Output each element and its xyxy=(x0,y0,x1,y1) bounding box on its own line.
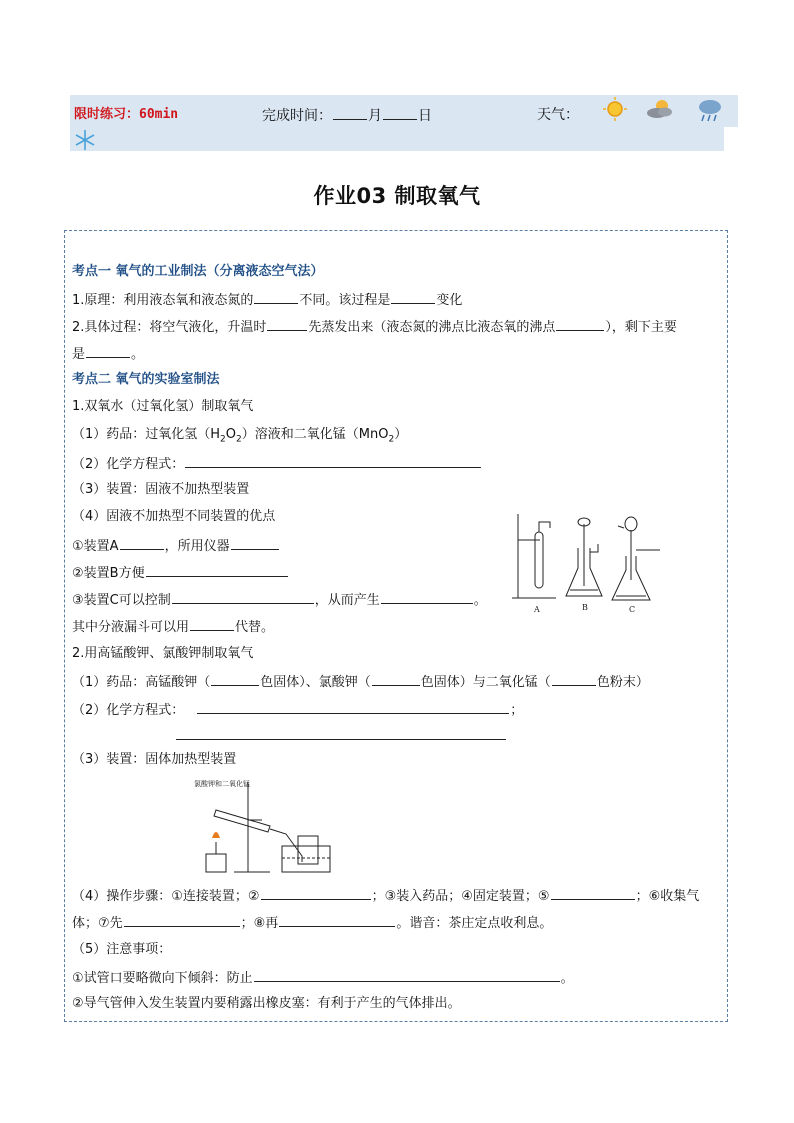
text: ③装置C可以控制 xyxy=(72,593,171,608)
text: 2.具体过程：将空气液化，升温时 xyxy=(72,320,267,335)
text: ，所用仪器 xyxy=(164,539,230,554)
text: 不同。该过程是 xyxy=(299,293,391,308)
blank[interactable] xyxy=(381,590,473,604)
text: ） xyxy=(394,427,408,442)
s2-a2 xyxy=(72,426,407,449)
text: ）溶液和二氧化锰（MnO xyxy=(241,427,389,442)
text: 是 xyxy=(72,347,86,362)
rain-icon[interactable] xyxy=(697,97,723,123)
text: O xyxy=(225,427,237,442)
s2-a7 xyxy=(72,563,289,583)
equation-blank-1[interactable] xyxy=(197,700,509,714)
apparatus-abc-figure xyxy=(510,510,670,618)
s2-a4: （3）装置：固液不加热型装置 xyxy=(72,482,250,497)
text: 先蒸发出来（液态氮的沸点比液态氧的沸点 xyxy=(308,320,556,335)
text: ； xyxy=(510,703,524,718)
finish-time-label: 完成时间： xyxy=(262,108,332,124)
sub: 2 xyxy=(388,434,395,445)
s2-a8 xyxy=(72,590,487,610)
snow-icon[interactable] xyxy=(74,129,96,151)
figure-label: 氯酸钾和二氧化锰 xyxy=(194,780,250,788)
text: （2）化学方程式： xyxy=(72,457,185,472)
day-label: 日 xyxy=(418,108,432,124)
blank[interactable] xyxy=(267,317,307,331)
text: 。 xyxy=(131,347,145,362)
blank[interactable] xyxy=(254,968,560,982)
s1-line2 xyxy=(72,317,677,337)
blank[interactable] xyxy=(124,913,240,927)
s1-line1 xyxy=(72,290,462,310)
text: ；③装入药品；④固定装置；⑤ xyxy=(371,889,550,904)
text: 体；⑦先 xyxy=(72,916,123,931)
text: 。 xyxy=(560,971,574,986)
figure-label-c: C xyxy=(629,605,636,614)
text: 。 xyxy=(473,593,487,608)
equation-blank-2[interactable] xyxy=(176,739,506,740)
blank[interactable] xyxy=(279,913,395,927)
s2-b8 xyxy=(72,968,574,988)
text: ，从而产生 xyxy=(314,593,380,608)
text: （4）操作步骤：①连接装置；② xyxy=(72,889,260,904)
text: （1）药品：过氧化氢（H xyxy=(72,427,221,442)
blank[interactable] xyxy=(254,290,298,304)
section1-heading: 考点一 氧气的工业制法（分离液态空气法） xyxy=(72,264,324,279)
sub: 2 xyxy=(220,434,226,445)
text: 其中分液漏斗可以用 xyxy=(72,620,190,635)
blank[interactable] xyxy=(391,290,435,304)
figure-label-a: A xyxy=(534,605,540,614)
s2-b5 xyxy=(72,886,699,906)
s2-b4: （3）装置：固体加热型装置 xyxy=(72,752,237,767)
section2-heading: 考点二 氧气的实验室制法 xyxy=(72,372,220,387)
blank[interactable] xyxy=(211,672,259,686)
finish-time-field xyxy=(262,106,432,125)
month-label: 月 xyxy=(368,108,382,124)
text: 1.原理：利用液态氧和液态氮的 xyxy=(72,293,254,308)
blank[interactable] xyxy=(551,886,635,900)
partly-cloudy-icon[interactable] xyxy=(645,97,675,121)
text: 色固体）、氯酸钾（ xyxy=(260,675,371,690)
text: ①试管口要略微向下倾斜：防止 xyxy=(72,971,253,986)
sunny-icon[interactable] xyxy=(603,97,627,121)
s2-b1: 2.用高锰酸钾、氯酸钾制取氧气 xyxy=(72,646,254,661)
blank[interactable] xyxy=(190,617,234,631)
blank[interactable] xyxy=(86,344,130,358)
s2-b3 xyxy=(72,700,523,720)
text: ②装置B方便 xyxy=(72,566,145,581)
blank[interactable] xyxy=(172,590,314,604)
sub: 2 xyxy=(236,434,242,445)
blank[interactable] xyxy=(556,317,604,331)
s2-b6 xyxy=(72,913,552,933)
blank[interactable] xyxy=(261,886,371,900)
heating-apparatus-figure xyxy=(190,776,340,878)
s2-b9: ②导气管伸入发生装置内要稍露出橡皮塞：有利于产生的气体排出。 xyxy=(72,996,461,1011)
blank[interactable] xyxy=(372,672,420,686)
weather-label: 天气： xyxy=(537,107,579,123)
text: ；⑧再 xyxy=(240,916,279,931)
text: （1）药品：高锰酸钾（ xyxy=(72,675,211,690)
s2-b2 xyxy=(72,672,649,692)
text: （2）化学方程式： xyxy=(72,703,185,718)
equation-blank[interactable] xyxy=(185,454,481,468)
month-blank[interactable] xyxy=(333,106,367,120)
s2-b7: （5）注意事项： xyxy=(72,942,172,957)
text: ），剩下主要 xyxy=(605,320,677,335)
text: 代替。 xyxy=(235,620,275,635)
header-banner-lower xyxy=(70,127,724,151)
text: 色粉末） xyxy=(596,675,649,690)
s2-a1: 1.双氧水（过氧化氢）制取氧气 xyxy=(72,399,254,414)
blank[interactable] xyxy=(231,536,279,550)
text: 变化 xyxy=(436,293,463,308)
figure-label-b: B xyxy=(582,603,588,612)
time-limit-label: 限时练习：60min xyxy=(74,107,179,122)
text: 色固体）与二氧化锰（ xyxy=(420,675,551,690)
blank[interactable] xyxy=(552,672,596,686)
text: ；⑥收集气 xyxy=(635,889,700,904)
s2-a9 xyxy=(72,617,274,637)
blank[interactable] xyxy=(146,563,288,577)
blank[interactable] xyxy=(120,536,164,550)
page-title: 作业03 制取氧气 xyxy=(313,184,481,208)
s2-a3 xyxy=(72,454,482,474)
text: ①装置A xyxy=(72,539,119,554)
s2-a5: （4）固液不加热型不同装置的优点 xyxy=(72,509,276,524)
day-blank[interactable] xyxy=(383,106,417,120)
s1-line3 xyxy=(72,344,144,364)
s2-a6 xyxy=(72,536,280,556)
text: 。谐音：茶庄定点收利息。 xyxy=(396,916,553,931)
